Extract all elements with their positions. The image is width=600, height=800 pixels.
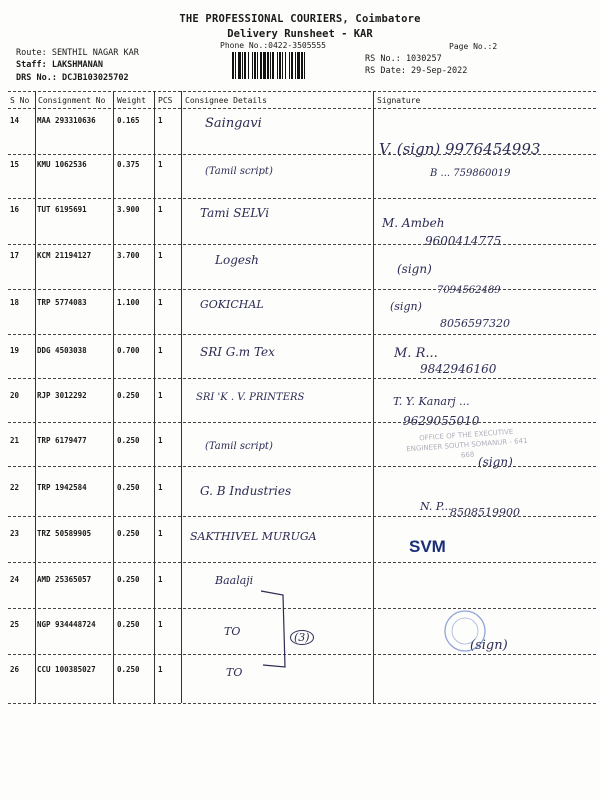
row-weight: 0.250 (117, 620, 140, 629)
signature-handwriting: 9600414775 (425, 234, 502, 248)
row-pcs: 1 (158, 205, 163, 214)
signature-handwriting: 8056597320 (440, 317, 510, 330)
row-weight: 0.250 (117, 665, 140, 674)
consignee-handwriting: SRI 'K . V. PRINTERS (196, 392, 305, 403)
consignee-handwriting: SAKTHIVEL MURUGA (190, 530, 317, 543)
signature-handwriting: 9842946160 (420, 362, 497, 376)
barcode (232, 52, 354, 79)
row-consignment: TRP 1942584 (37, 483, 87, 492)
consignee-handwriting: GOKICHAL (200, 298, 264, 311)
signature-handwriting: (sign) (397, 262, 432, 276)
row-consignment: AMD 25365057 (37, 575, 92, 584)
consignee-handwriting: Saingavi (205, 116, 262, 131)
rs-number: RS No.: 1030257 (365, 54, 442, 64)
row-weight: 0.250 (117, 391, 140, 400)
row-consignment: TRP 5774083 (37, 298, 87, 307)
signature-handwriting: N. P... (420, 500, 452, 513)
row-weight: 0.250 (117, 575, 140, 584)
signature-handwriting: (sign) (390, 300, 422, 313)
signature-handwriting: M. Ambeh (382, 216, 445, 230)
row-sno: 20 (10, 391, 20, 400)
signature-handwriting: (sign) (470, 638, 508, 653)
row-consignment: RJP 3012292 (37, 391, 87, 400)
row-sno: 22 (10, 483, 20, 492)
col-header-consignee: Consignee Details (185, 96, 267, 105)
row-divider (8, 334, 596, 335)
signature-handwriting: (sign) (478, 455, 513, 469)
col-header-weight: Weight (117, 96, 146, 105)
row-pcs: 1 (158, 251, 163, 260)
col-divider (35, 91, 36, 703)
col-divider (113, 91, 114, 703)
row-consignment: TRP 6179477 (37, 436, 87, 445)
runsheet-subtitle: Delivery Runsheet - KAR (227, 28, 373, 40)
row-sno: 14 (10, 116, 20, 125)
row-divider (8, 289, 596, 290)
row-pcs: 1 (158, 436, 163, 445)
signature-handwriting: 8508519900 (450, 506, 520, 519)
row-weight: 3.700 (117, 251, 140, 260)
row-sno: 21 (10, 436, 20, 445)
row-weight: 0.375 (117, 160, 140, 169)
rs-date: RS Date: 29-Sep-2022 (365, 66, 468, 76)
row-divider (8, 703, 596, 704)
consignee-handwriting: SRI G.m Tex (200, 345, 275, 359)
col-header-sno: S No (10, 96, 30, 105)
svm-logo: SVM (409, 537, 446, 556)
row-divider (8, 422, 596, 423)
row-consignment: DDG 4503038 (37, 346, 87, 355)
consignee-handwriting: Tami SELVi (200, 206, 270, 220)
row-sno: 25 (10, 620, 20, 629)
group-mark: (3) (290, 630, 314, 645)
phone-number: Phone No.:0422-3505555 (220, 41, 326, 50)
signature-handwriting: V. (sign) 9976454993 (379, 140, 541, 158)
row-divider (8, 378, 596, 379)
header-bottom-rule (8, 108, 596, 109)
row-pcs: 1 (158, 391, 163, 400)
row-weight: 0.250 (117, 436, 140, 445)
col-header-pcs: PCS (158, 96, 173, 105)
page-number: Page No.:2 (449, 42, 498, 51)
row-consignment: KCM 21194127 (37, 251, 92, 260)
row-pcs: 1 (158, 620, 163, 629)
row-sno: 26 (10, 665, 20, 674)
col-header-consignment: Consignment No (38, 96, 106, 105)
row-consignment: MAA 293310636 (37, 116, 96, 125)
consignee-handwriting: (Tamil script) (205, 166, 273, 177)
row-divider (8, 244, 596, 245)
row-pcs: 1 (158, 160, 163, 169)
col-header-signature: Signature (377, 96, 421, 105)
row-sno: 17 (10, 251, 20, 260)
row-weight: 0.165 (117, 116, 140, 125)
col-divider (154, 91, 155, 703)
row-weight: 3.900 (117, 205, 140, 214)
row-weight: 0.700 (117, 346, 140, 355)
drs-number: DRS No.: DCJB103025702 (16, 73, 129, 83)
row-consignment: TUT 6195691 (37, 205, 87, 214)
signature-handwriting: 9629055010 (403, 414, 480, 428)
signature-handwriting: B ... 759860019 (430, 168, 511, 179)
row-consignment: CCU 100385027 (37, 665, 96, 674)
row-sno: 15 (10, 160, 20, 169)
route-label: Route: SENTHIL NAGAR KAR (16, 48, 139, 58)
col-divider (373, 91, 374, 703)
row-consignment: KMU 1062536 (37, 160, 87, 169)
row-pcs: 1 (158, 483, 163, 492)
col-divider (181, 91, 182, 703)
row-consignment: TRZ 50589905 (37, 529, 92, 538)
round-seal (440, 606, 490, 656)
row-divider (8, 562, 596, 563)
consignee-handwriting: Baalaji (215, 574, 254, 587)
row-sno: 24 (10, 575, 20, 584)
consignee-handwriting: (Tamil script) (205, 441, 273, 452)
barcode-bar (305, 52, 307, 79)
row-divider (8, 198, 596, 199)
row-consignment: NGP 934448724 (37, 620, 96, 629)
signature-handwriting: T. Y. Kanarj ... (393, 395, 470, 408)
row-pcs: 1 (158, 575, 163, 584)
staff-label: Staff: LAKSHMANAN (16, 60, 103, 70)
row-pcs: 1 (158, 346, 163, 355)
row-sno: 18 (10, 298, 20, 307)
runsheet-title: THE PROFESSIONAL COURIERS, Coimbatore (179, 13, 421, 25)
row-divider (8, 516, 596, 517)
row-weight: 1.100 (117, 298, 140, 307)
row-weight: 0.250 (117, 483, 140, 492)
office-stamp: OFFICE OF THE EXECUTIVE ENGINEER SOUTH SOMANUR - 641 668 (406, 427, 528, 460)
consignee-handwriting: Logesh (215, 253, 259, 267)
header-top-rule (8, 91, 596, 92)
row-pcs: 1 (158, 665, 163, 674)
row-divider (8, 154, 596, 155)
consignee-handwriting: G. B Industries (200, 484, 292, 498)
row-sno: 19 (10, 346, 20, 355)
row-pcs: 1 (158, 529, 163, 538)
row-pcs: 1 (158, 116, 163, 125)
row-sno: 16 (10, 205, 20, 214)
row-sno: 23 (10, 529, 20, 538)
signature-handwriting: 7094562489 (437, 285, 501, 296)
row-weight: 0.250 (117, 529, 140, 538)
row-pcs: 1 (158, 298, 163, 307)
consignee-handwriting: TO (226, 666, 243, 679)
consignee-handwriting: TO (224, 625, 241, 638)
signature-handwriting: M. R... (394, 346, 438, 361)
